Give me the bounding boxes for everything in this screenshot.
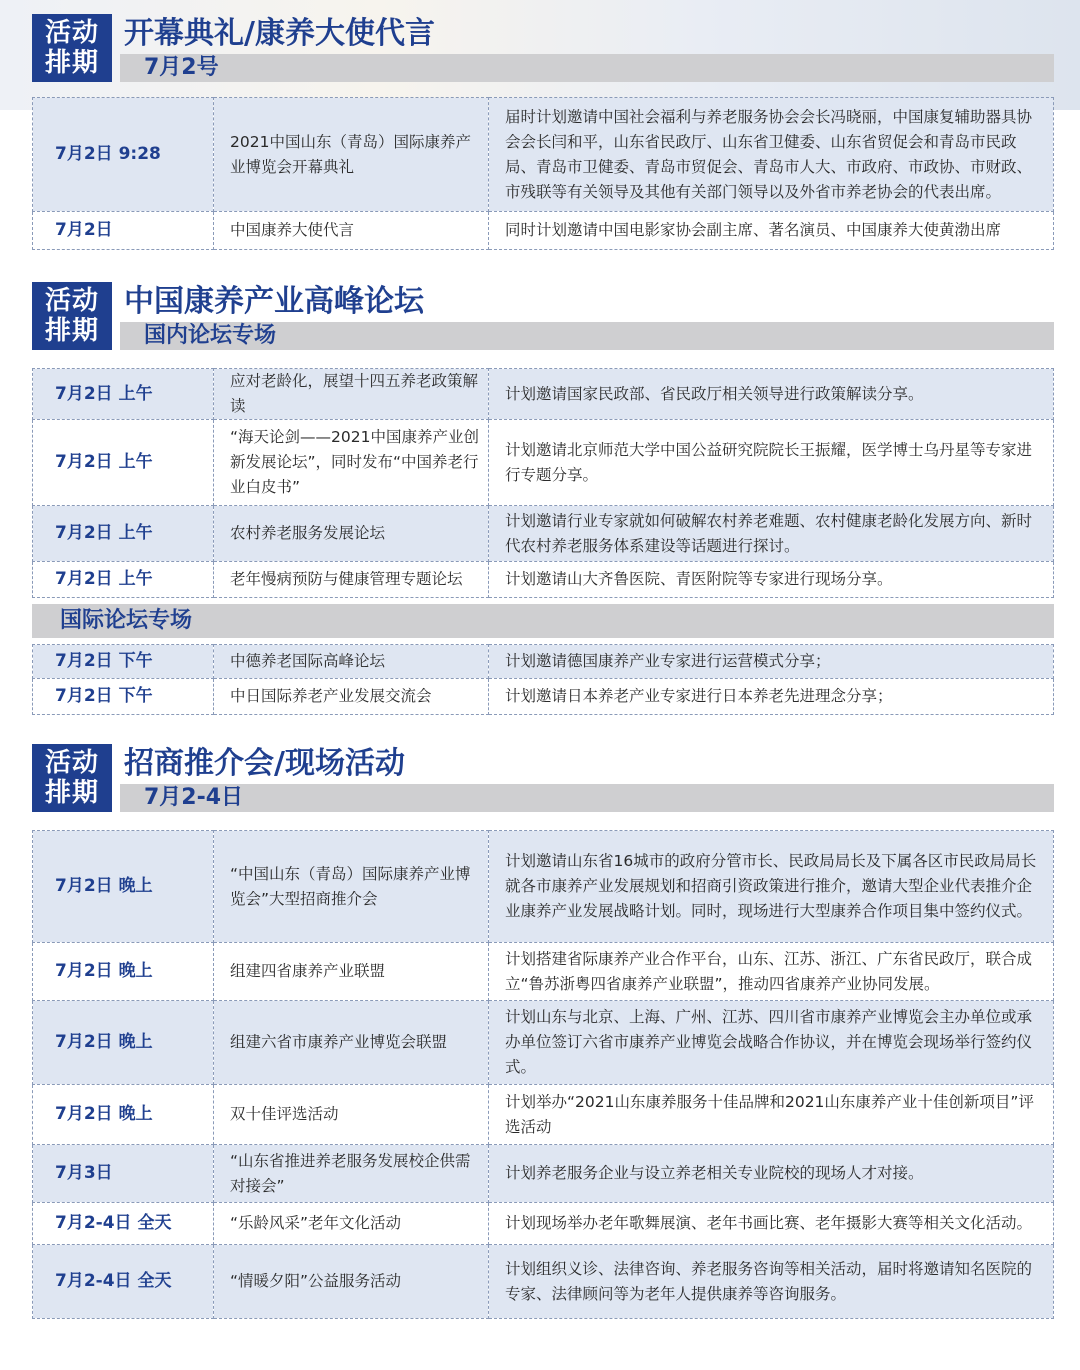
row-event: “山东省推进养老服务发展校企供需对接会” xyxy=(214,1145,489,1203)
row-event: 组建四省康养产业联盟 xyxy=(214,943,489,1001)
table-row xyxy=(33,1203,1054,1245)
row-detail: 计划邀请行业专家就如何破解农村养老难题、农村健康老龄化发展方向、新时代农村养老服务体系建设等话题进行探讨。 xyxy=(489,506,1054,562)
schedule-table-domestic xyxy=(32,368,1054,598)
row-time: 7月2日 上午 xyxy=(33,369,214,420)
row-time: 7月3日 xyxy=(33,1145,214,1203)
schedule-table-international xyxy=(32,644,1054,715)
section-title: 中国康养产业高峰论坛 xyxy=(124,284,424,319)
section-header-opening xyxy=(32,14,1054,86)
table-row xyxy=(33,1145,1054,1203)
table-row xyxy=(33,212,1054,250)
row-detail: 计划养老服务企业与设立养老相关专业院校的现场人才对接。 xyxy=(489,1145,1054,1203)
table-row xyxy=(33,1245,1054,1319)
row-event: 双十佳评选活动 xyxy=(214,1085,489,1145)
row-detail: 计划邀请国家民政部、省民政厅相关领导进行政策解读分享。 xyxy=(489,369,1054,420)
row-event: 组建六省市康养产业博览会联盟 xyxy=(214,1001,489,1085)
table-row xyxy=(33,645,1054,679)
badge-line2: 排期 xyxy=(44,778,99,808)
table-row xyxy=(33,679,1054,715)
schedule-badge xyxy=(32,744,112,812)
table-row xyxy=(33,420,1054,506)
badge-line2: 排期 xyxy=(44,316,99,346)
row-detail: 同时计划邀请中国电影家协会副主席、著名演员、中国康养大使黄渤出席 xyxy=(489,212,1054,250)
table-row xyxy=(33,943,1054,1001)
table-row xyxy=(33,506,1054,562)
row-time: 7月2日 上午 xyxy=(33,506,214,562)
row-time: 7月2日 晚上 xyxy=(33,943,214,1001)
schedule-table-opening xyxy=(32,97,1054,250)
schedule-table-investment xyxy=(32,830,1054,1319)
section-subtitle-bar xyxy=(120,322,1054,350)
row-time: 7月2日 下午 xyxy=(33,645,214,679)
row-event: 中德养老国际高峰论坛 xyxy=(214,645,489,679)
table-row xyxy=(33,1085,1054,1145)
row-time: 7月2日 晚上 xyxy=(33,1001,214,1085)
row-event: 2021中国山东（青岛）国际康养产业博览会开幕典礼 xyxy=(214,98,489,212)
table-row xyxy=(33,562,1054,598)
section-header-investment xyxy=(32,744,1054,816)
table-row xyxy=(33,98,1054,212)
intl-forum-title: 国际论坛专场 xyxy=(60,608,193,633)
row-detail: 计划邀请山大齐鲁医院、青医附院等专家进行现场分享。 xyxy=(489,562,1054,598)
section-subtitle: 国内论坛专场 xyxy=(144,323,277,348)
row-event: “情暖夕阳”公益服务活动 xyxy=(214,1245,489,1319)
row-event: 老年慢病预防与健康管理专题论坛 xyxy=(214,562,489,598)
row-time: 7月2日 上午 xyxy=(33,562,214,598)
row-event: 应对老龄化，展望十四五养老政策解读 xyxy=(214,369,489,420)
row-detail: 计划搭建省际康养产业合作平台，山东、江苏、浙江、广东省民政厅，联合成立“鲁苏浙粤四省康养产业联盟”，推动四省康养产业协同发展。 xyxy=(489,943,1054,1001)
section-title: 开幕典礼/康养大使代言 xyxy=(124,16,435,51)
section-subtitle: 7月2-4日 xyxy=(144,785,244,810)
row-event: “乐龄风采”老年文化活动 xyxy=(214,1203,489,1245)
row-detail: 计划邀请北京师范大学中国公益研究院院长王振耀，医学博士乌丹星等专家进行专题分享。 xyxy=(489,420,1054,506)
badge-line1: 活动 xyxy=(44,748,99,778)
intl-forum-bar xyxy=(32,604,1054,638)
section-title: 招商推介会/现场活动 xyxy=(124,746,405,781)
row-event: “海天论剑——2021中国康养产业创新发展论坛”，同时发布“中国养老行业白皮书” xyxy=(214,420,489,506)
table-row xyxy=(33,369,1054,420)
row-detail: 计划邀请德国康养产业专家进行运营模式分享； xyxy=(489,645,1054,679)
row-detail: 计划邀请日本养老产业专家进行日本养老先进理念分享； xyxy=(489,679,1054,715)
row-time: 7月2日 xyxy=(33,212,214,250)
section-subtitle: 7月2号 xyxy=(144,55,219,80)
row-detail: 计划山东与北京、上海、广州、江苏、四川省市康养产业博览会主办单位或承办单位签订六省市康养产业博览会战略合作协议，并在博览会现场举行签约仪式。 xyxy=(489,1001,1054,1085)
row-event: “中国山东（青岛）国际康养产业博览会”大型招商推介会 xyxy=(214,831,489,943)
row-detail: 届时计划邀请中国社会福利与养老服务协会会长冯晓丽，中国康复辅助器具协会会长闫和平，山东省民政厅、山东省卫健委、山东省贸促会和青岛市民政局、青岛市卫健委、青岛市贸促会、青岛市人大、市政府、市政协、市财政、市残联等有关领导及其他有关部门领导以及外省市养老协会的代表出席。 xyxy=(489,98,1054,212)
badge-line1: 活动 xyxy=(44,286,99,316)
section-subtitle-bar xyxy=(120,784,1054,812)
section-header-forum xyxy=(32,282,1054,354)
table-row xyxy=(33,831,1054,943)
row-detail: 计划现场举办老年歌舞展演、老年书画比赛、老年摄影大赛等相关文化活动。 xyxy=(489,1203,1054,1245)
row-detail: 计划邀请山东省16城市的政府分管市长、民政局局长及下属各区市民政局局长就各市康养产业发展规划和招商引资政策进行推介，邀请大型企业代表推介企业康养产业发展战略计划。同时，现场进行大型康养合作项目集中签约仪式。 xyxy=(489,831,1054,943)
row-time: 7月2日 9:28 xyxy=(33,98,214,212)
row-event: 中国康养大使代言 xyxy=(214,212,489,250)
schedule-badge xyxy=(32,282,112,350)
row-time: 7月2日 上午 xyxy=(33,420,214,506)
row-detail: 计划组织义诊、法律咨询、养老服务咨询等相关活动，届时将邀请知名医院的专家、法律顾问等为老年人提供康养等咨询服务。 xyxy=(489,1245,1054,1319)
row-detail: 计划举办“2021山东康养服务十佳品牌和2021山东康养产业十佳创新项目”评选活动 xyxy=(489,1085,1054,1145)
row-time: 7月2-4日 全天 xyxy=(33,1203,214,1245)
row-time: 7月2日 下午 xyxy=(33,679,214,715)
row-event: 中日国际养老产业发展交流会 xyxy=(214,679,489,715)
badge-line2: 排期 xyxy=(44,48,99,78)
row-time: 7月2-4日 全天 xyxy=(33,1245,214,1319)
section-subtitle-bar xyxy=(120,54,1054,82)
row-time: 7月2日 晚上 xyxy=(33,831,214,943)
row-time: 7月2日 晚上 xyxy=(33,1085,214,1145)
badge-line1: 活动 xyxy=(44,18,99,48)
row-event: 农村养老服务发展论坛 xyxy=(214,506,489,562)
table-row xyxy=(33,1001,1054,1085)
schedule-badge xyxy=(32,14,112,82)
